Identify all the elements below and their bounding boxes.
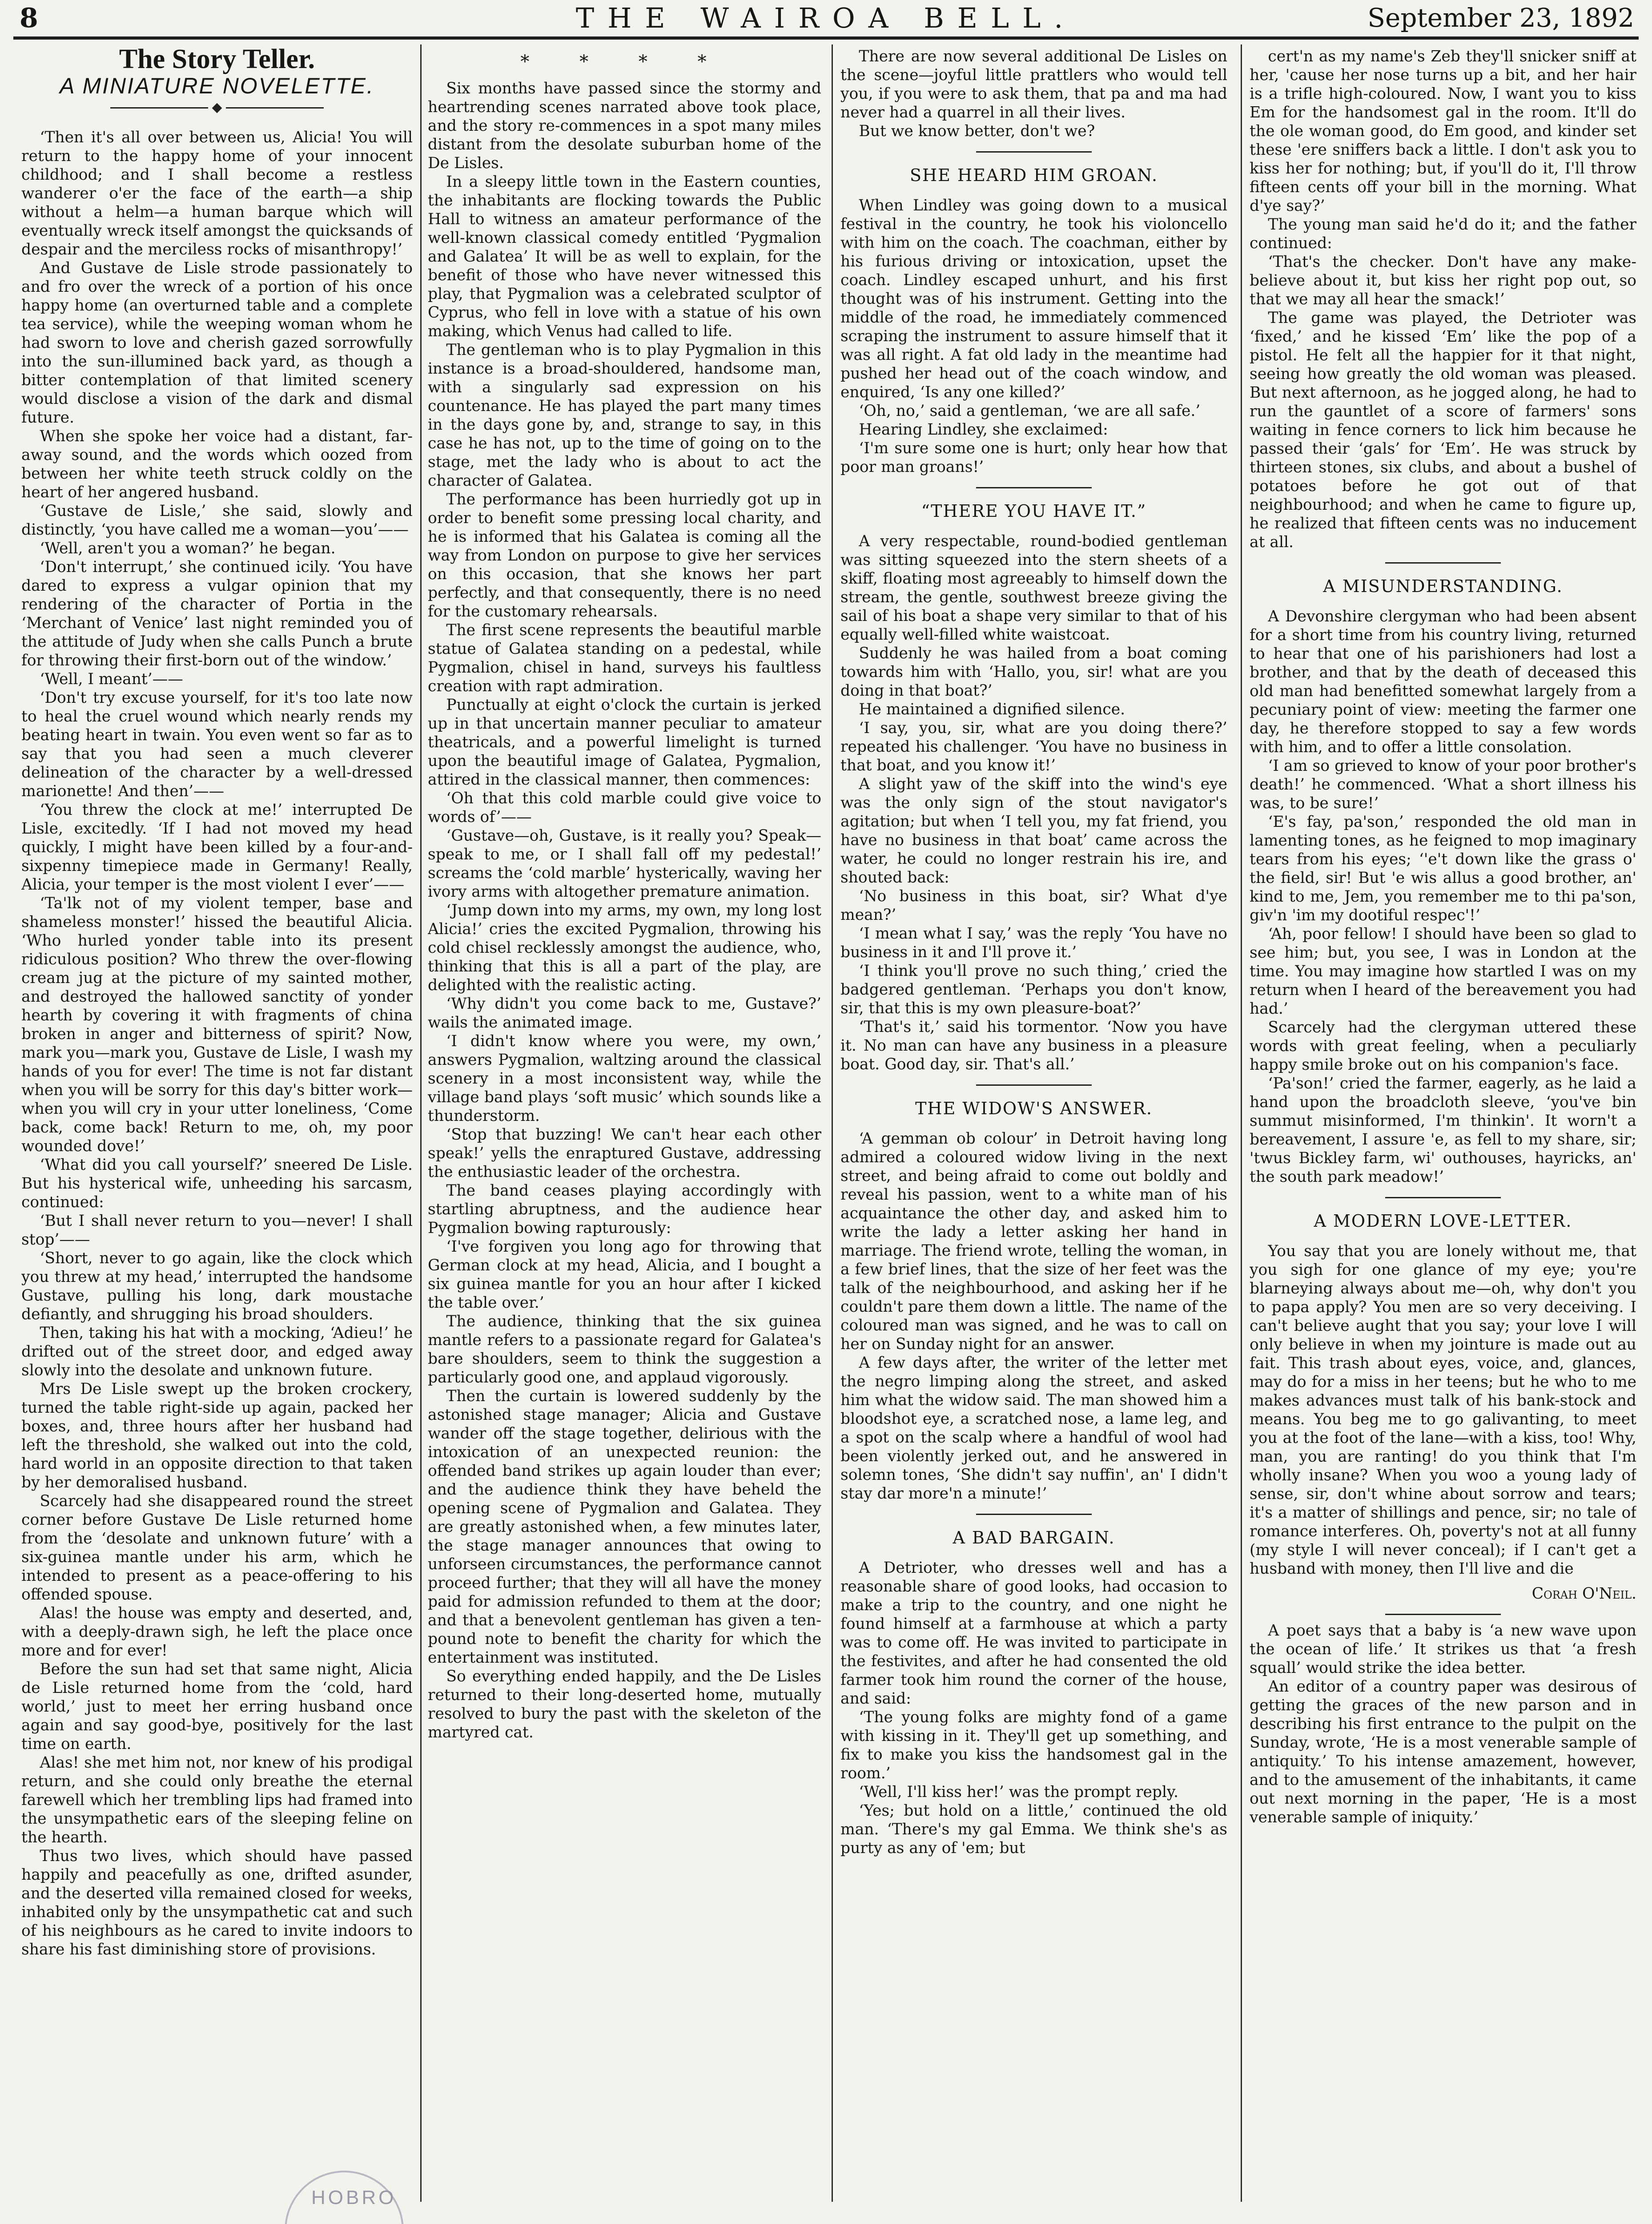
paragraph: ‘Jump down into my arms, my own, my long lost Alicia!’ cries the excited Pygmalion, throwing his cold chisel recklessly amongst the audience, who, thinking that this is all a part of the play, are delighted with the realistic acting.	[428, 902, 821, 994]
paragraph: Alas! she met him not, nor knew of his prodigal return, and she could only breathe the eternal farewell which her trembling lips had framed into the unsympathetic ears of the sleeping feline on the hearth.	[21, 1754, 413, 1846]
separator-rule	[976, 151, 1092, 153]
page-number: 8	[20, 3, 38, 34]
masthead	[0, 0, 1652, 36]
column-divider	[832, 44, 833, 2202]
separator-rule	[976, 1084, 1092, 1086]
paragraph: ‘Well, I'll kiss her!’ was the prompt reply.	[859, 1783, 1178, 1801]
paragraph: ‘Ah, poor fellow! I should have been so glad to see him; but, you see, I was in London at the time. You may imagine how startled I was on my return when I heard of the bereavement you had had.’	[1250, 925, 1636, 1018]
separator-rule	[976, 487, 1092, 488]
paragraph: You say that you are lonely without me, that you sigh for one glance of my eye; you're blarneying always about me—oh, why don't you to papa apply? You men are so very deceiving. I can't believe aught that you say; your love I will only believe in when my jointure is made out au fait. This trash about eyes, voice, and, glances, may do for a miss in her teens; but he who to me makes advances must talk of his bank-stock and means. You beg me to go galivanting, to meet you at the foot of the lane—with a kiss, too! Why, man, you are ranting! do you think that I'm wholly insane? When you woo a young lady of sense, sir, don't whine about sorrow and tears; it's a matter of shillings and pence, sir; no tale of romance interferes. Oh, poverty's not at all funny (my style I will never conceal); if I can't get a husband with money, then I'll live and die	[1250, 1242, 1636, 1578]
paragraph: ‘Then it's all over between us, Alicia! You will return to the happy home of your innocent childhood; and I shall become a restless wanderer o'er the face of the earth—a ship without a helm—a human barque which will eventually wreck itself amongst the quicksands of despair and the merciless rocks of misanthropy!’	[21, 129, 413, 258]
paragraph: The game was played, the Detrioter was ‘fixed,’ and he kissed ‘Em’ like the pop of a pistol. He felt all the happier for it that night, seeing how greatly the old woman was pleased. But next afternoon, as he jogged along, he had to run the gauntlet of a score of farmers' sons waiting in fence corners to lick him because he passed their ‘gals’ for ‘Em’. He was struck by thirteen stones, six clubs, and about a bushel of potatoes before he got out of that neighbourhood; and when he came to figure up, he realized that fifteen cents was no inducement at all.	[1250, 309, 1636, 551]
paragraph: cert'n as my name's Zeb they'll snicker sniff at her, 'cause her nose turns up a bit, and her hair is a trifle high-coloured. Now, I want you to kiss Em for the handsomest gal in the room. It'll do the ole woman good, do Em good, and kinder set these 'ere sniffers back a little. I don't ask you to kiss her for nothing; but, if you'll do it, I'll throw fifteen cents off your bill in the morning. What d'ye say?’	[1250, 48, 1636, 215]
paragraph: Hearing Lindley, she exclaimed:	[859, 421, 1108, 439]
separator-rule	[976, 1514, 1092, 1515]
paragraph: The band ceases playing accordingly with startling abruptness, and the audience hear Pygmalion bowing rapturously:	[428, 1182, 821, 1237]
paragraph: And Gustave de Lisle strode passionately to and fro over the wreck of a portion of his once happy home (an overturned table and a complete tea service), while the weeping woman whom he had sworn to love and cherish gazed sorrowfully into the sun-illumined back yard, as though a bitter contemplation of that limited scenery would disclose a vision of the dark and dismal future.	[21, 259, 413, 427]
article-body	[1250, 1621, 1636, 1827]
paragraph: Thus two lives, which should have passed happily and peacefully as one, drifted asunder, and the deserted villa remained closed for weeks, inhabited only by the unsympathetic cat and such of his neighbours as he cared to invite indoors to share his fast diminishing store of provisions.	[21, 1847, 413, 1958]
paragraph: ‘Well, I meant’——	[40, 670, 183, 688]
paragraph: Suddenly he was hailed from a boat coming towards him with ‘Hallo, you, sir! what are you doing in that boat?’	[840, 645, 1227, 700]
paragraph: A Detrioter, who dresses well and has a reasonable share of good looks, had occasion to make a trip to the country, and one night he found himself at a farmhouse at which a party was to come off. He was invited to participate in the festivites, and after he had consented the old farmer took him round the corner of the house, and said:	[840, 1559, 1227, 1708]
paragraph: Six months have passed since the stormy and heartrending scenes narrated above took place, and the story re-commences in a spot many miles distant from the desolate suburban home of the De Lisles.	[428, 80, 821, 172]
article-title: SHE HEARD HIM GROAN.	[909, 165, 1158, 185]
paragraph: ‘I didn't know where you were, my own,’ answers Pygmalion, waltzing around the classical scenery in a most inconsistent way, while the village band plays ‘soft music’ which sounds like a thunderstorm.	[428, 1032, 821, 1125]
paragraph: The first scene represents the beautiful marble statue of Galatea standing on a pedestal, while Pygmalion, chisel in hand, surveys his faultless creation with rapt admiration.	[428, 621, 821, 695]
paragraph: Then the curtain is lowered suddenly by the astonished stage manager; Alicia and Gustave wander off the stage together, delirious with the intoxication of an unexpected reunion: the offended band strikes up again louder than ever; and the audience think they have beheld the opening scene of Pygmalion and Galatea. They are greatly astonished when, a few minutes later, the stage manager announces that owing to unforseen circumstances, the performance cannot proceed further; that they will all have the money paid for admission refunded to them at the door; and that a benevolent gentleman has given a ten-pound note to benefit the charity for which the entertainment was instituted.	[428, 1387, 821, 1667]
article-body	[840, 532, 1227, 1074]
paragraph: ‘I am so grieved to know of your poor brother's death!’ he commenced. ‘What a short illness his was, to be sure!’	[1250, 757, 1636, 812]
paragraph: ‘Short, never to go again, like the clock which you threw at my head,’ interrupted the handsome Gustave, pulling his long, dark moustache defiantly, and shrugging his broad shoulders.	[21, 1249, 413, 1323]
article-body	[1250, 607, 1636, 1186]
paragraph: Punctually at eight o'clock the curtain is jerked up in that uncertain manner peculiar to amateur theatricals, and a powerful limelight is turned upon the beautiful image of Galatea, Pygmalion, attired in the classical manner, then commences:	[428, 696, 821, 789]
paragraph: Scarcely had the clergyman uttered these words with great feeling, when a peculiarly happy smile broke out on his companion's face.	[1250, 1019, 1636, 1074]
paragraph: Before the sun had set that same night, Alicia de Lisle returned home from the ‘cold, hard world,’ just to meet her erring husband once again and say good-bye, positively for the last time on earth.	[21, 1660, 413, 1753]
article-title: A MODERN LOVE-LETTER.	[1314, 1211, 1572, 1231]
column-2	[428, 47, 821, 2202]
paragraph: But we know better, don't we?	[859, 122, 1095, 140]
section-header: The Story Teller.	[119, 47, 315, 74]
paragraph: ‘But I shall never return to you—never! I shall stop’——	[21, 1212, 413, 1249]
separator-rule	[1385, 562, 1501, 564]
paragraph: A Devonshire clergyman who had been absent for a short time from his country living, returned to hear that one of his parishioners had lost a brother, and that by the death of deceased this old man had benefitted somewhat largely from a pecuniary point of view: meeting the farmer one day, he therefore stopped to say a few words with him, and to offer a little consolation.	[1250, 608, 1636, 756]
paragraph: ‘I mean what I say,’ was the reply ‘You have no business in it and I'll prove it.’	[840, 925, 1227, 961]
paragraph: ‘That's the checker. Don't have any make-believe about it, but kiss her right pop out, so that we may all hear the smack!’	[1250, 253, 1636, 308]
paragraph: An editor of a country paper was desirous of getting the graces of the new parson and in describing his first entrance to the pulpit on the Sunday, wrote, ‘He is a most venerable sample of antiquity.’ To his intense amazement, however, and to the amusement of the inhabitants, it came out next morning in the paper, ‘He is a most venerable sample of iniquity.’	[1250, 1678, 1636, 1826]
column-4	[1250, 47, 1636, 2202]
paragraph: ‘I'm sure some one is hurt; only hear how that poor man groans!’	[840, 439, 1227, 476]
column-divider	[420, 44, 422, 2202]
story-body-continued	[428, 79, 821, 1742]
article-body	[840, 1559, 1227, 1857]
paragraph: The gentleman who is to play Pygmalion in this instance is a broad-shouldered, handsome man, with a singularly sad expression on his countenance. He has played the part many times in the days gone by, and, strange to say, in this case he has not, up to the time of going on to the stage, met the lady who is about to act the character of Galatea.	[428, 341, 821, 490]
issue-date: September 23, 1892	[1367, 3, 1634, 33]
section-break-stars: * * * *	[520, 52, 729, 72]
paragraph: When Lindley was going down to a musical festival in the country, he took his violoncello with him on the coach. The coachman, either by his furious driving or intoxication, upset the coach. Lindley escaped unhurt, and his first thought was of his instrument. Getting into the middle of the road, he immediately commenced scraping the instrument to assure himself that it was all right. A fat old lady in the meantime had pushed her head out of the coach window, and enquired, ‘Is any one killed?’	[840, 197, 1227, 401]
paragraph: ‘Yes; but hold on a little,’ continued the old man. ‘There's my gal Emma. We think she's as purty as any of 'em; but	[840, 1802, 1227, 1857]
paragraph: ‘Gustave de Lisle,’ she said, slowly and distinctly, ‘you have called me a woman—you’——	[21, 502, 413, 539]
paragraph: ‘Oh that this cold marble could give voice to words of’——	[428, 790, 821, 826]
paragraph: The audience, thinking that the six guinea mantle refers to a passionate regard for Galatea's bare shoulders, seem to think the suggestion a particularly good one, and applaud vigorously.	[428, 1313, 821, 1386]
author-signature: Corah O'Neil.	[1531, 1585, 1636, 1603]
paragraph: ‘No business in this boat, sir? What d'ye mean?’	[840, 887, 1227, 924]
paragraph: ‘The young folks are mighty fond of a game with kissing in it. They'll get up something, and fix to make you kiss the handsomest gal in the room.’	[840, 1708, 1227, 1782]
paragraph: A slight yaw of the skiff into the wind's eye was the only sign of the stout navigator's agitation; but when ‘I tell you, my fat friend, you have no business in that boat’ came across the water, he could no longer restrain his ire, and shouted back:	[840, 775, 1227, 886]
article-body	[840, 196, 1227, 476]
paragraph: Mrs De Lisle swept up the broken crockery, turned the table right-side up again, packed her boxes, and, three hours after her husband had left the threshold, she walked out into the cold, hard world in an opposite direction to that taken by her demoralised husband.	[21, 1380, 413, 1491]
paragraph: ‘I say, you, sir, what are you doing there?’ repeated his challenger. ‘You have no business in that boat, and you know it!’	[840, 719, 1227, 774]
paragraph: ‘Well, aren't you a woman?’ he began.	[40, 540, 336, 557]
paragraph: So everything ended happily, and the De Lisles returned to their long-deserted home, mutually resolved to bury the past with the skeleton of the martyred cat.	[428, 1668, 821, 1741]
title-ornament	[21, 98, 413, 117]
paragraph: ‘E's fay, pa'son,’ responded the old man in lamenting tones, as he feigned to mop imaginary tears from his eyes; ‘'e't down like the grass o' the field, sir! But 'e wis allus a good brother, an' kind to me, Jem, you remember me to thi pa'son, giv'n 'im my dootiful respec'!’	[1250, 813, 1636, 924]
paragraph: A poet says that a baby is ‘a new wave upon the ocean of life.’ It strikes us that ‘a fresh squall’ would strike the idea better.	[1250, 1622, 1636, 1677]
column-divider	[1241, 44, 1242, 2202]
article-title: “THERE YOU HAVE IT.”	[921, 501, 1147, 521]
paragraph: ‘Why didn't you come back to me, Gustave?’ wails the animated image.	[428, 995, 821, 1031]
article-title: A BAD BARGAIN.	[953, 1528, 1115, 1547]
article-continuation	[1250, 47, 1636, 552]
story-continuation	[840, 47, 1227, 141]
paragraph: ‘Gustave—oh, Gustave, is it really you? Speak—speak to me, or I shall fall off my pedestal!’ screams the ‘cold marble’ hysterically, waving her ivory arms with altogether premature animation.	[428, 827, 821, 901]
paragraph: ‘I've forgiven you long ago for throwing that German clock at my head, Alicia, and I bought a six guinea mantle for you an hour after I kicked the table over.’	[428, 1238, 821, 1312]
paragraph: ‘Don't try excuse yourself, for it's too late now to heal the cruel wound which nearly rends my beating heart in twain. You even went so far as to say that you had seen a much cleverer delineation of the character by a well-dressed marionette! And then’——	[21, 689, 413, 800]
paragraph: ‘Ta'lk not of my violent temper, base and shameless monster!’ hissed the beautiful Alicia. ‘Who hurled yonder table into its present ridiculous position? Who threw the over-flowing cream jug at the picture of my sainted mother, and destroyed the hallowed sanctity of yonder hearth by covering it with fragments of china broken in anger and bitterness of spirit? Now, mark you—mark you, Gustave de Lisle, I wash my hands of you for ever! The time is not far distant when you will be sorry for this day's bitter work—when you will cry in your utter loneliness, ‘Come back, come back! Return to me, oh, my poor wounded dove!’	[21, 894, 413, 1155]
paragraph: In a sleepy little town in the Eastern counties, the inhabitants are flocking towards the Public Hall to witness an amateur performance of the well-known classical comedy entitled ‘Pygmalion and Galatea’ It will be as well to explain, for the benefit of those who have never witnessed this play, that Pygmalion was a celebrated sculptor of Cyprus, who fell in love with a statue of his own making, which Venus had called to life.	[428, 173, 821, 340]
separator-rule	[1385, 1197, 1501, 1198]
paragraph: A few days after, the writer of the letter met the negro limping along the street, and asked him what the widow said. The man showed him a bloodshot eye, a scratched nose, a lame leg, and a spot on the scalp where a handful of wool had been violently jerked out, and he answered in solemn tones, ‘She didn't say nuffin', an' I didn't stay dar more'n a minute!’	[840, 1354, 1227, 1503]
newspaper-title: THE WAIROA BELL.	[575, 2, 1077, 34]
paragraph: The young man said he'd do it; and the father continued:	[1250, 216, 1636, 252]
paragraph: ‘Oh, no,’ said a gentleman, ‘we are all safe.’	[859, 402, 1201, 420]
paragraph: Alas! the house was empty and deserted, and, with a deeply-drawn sigh, he left the place once more and for ever!	[21, 1604, 413, 1660]
paragraph: ‘Stop that buzzing! We can't hear each other speak!’ yells the enraptured Gustave, addressing the enthusiastic leader of the orchestra.	[428, 1126, 821, 1181]
paragraph: ‘What did you call yourself?’ sneered De Lisle. But his hysterical wife, unheeding his sarcasm, continued:	[21, 1156, 413, 1211]
paragraph: Then, taking his hat with a mocking, ‘Adieu!’ he drifted out of the street door, and edged away slowly into the desolate and unknown future.	[21, 1324, 413, 1379]
article-title: THE WIDOW'S ANSWER.	[915, 1099, 1153, 1118]
paragraph: When she spoke her voice had a distant, far-away sound, and the words which oozed from between her white teeth struck coldly on the heart of her angered husband.	[21, 427, 413, 501]
paragraph: ‘You threw the clock at me!’ interrupted De Lisle, excitedly. ‘If I had not moved my head quickly, I might have been killed by a four-and-sixpenny timepiece made in Germany! Really, Alicia, your temper is the most violent I ever’——	[21, 801, 413, 894]
column-1	[21, 47, 413, 2202]
paragraph: The performance has been hurriedly got up in order to benefit some pressing local charity, and he is informed that his Galatea is coming all the way from London on purpose to give her services on this occasion, that she knows her part perfectly, and that consequently, there is no need for the customary rehearsals.	[428, 491, 821, 620]
paragraph: There are now several additional De Lisles on the scene—joyful little prattlers who would tell you, if you were to ask them, that pa and ma had never had a quarrel in all their lives.	[840, 48, 1227, 121]
paragraph: He maintained a dignified silence.	[859, 701, 1125, 718]
library-stamp-text: HOBRO	[311, 2187, 397, 2208]
paragraph: A very respectable, round-bodied gentleman was sitting squeezed into the stern sheets of a skiff, floating most agreeably to himself down the stream, the gentle, southwest breeze giving the sail of his boat a shape very similar to that of his equally well-filled white waistcoat.	[840, 532, 1227, 644]
separator-rule	[1385, 1614, 1501, 1615]
article-body	[1250, 1242, 1636, 1578]
column-3	[840, 47, 1227, 2202]
masthead-rule	[13, 36, 1639, 40]
paragraph: ‘Don't interrupt,’ she continued icily. ‘You have dared to express a vulgar opinion that my rendering of the character of Portia in the ‘Merchant of Venice’ last night reminded you of the attitude of Judy when she calls Punch a brute for throwing their first-born out of the window.’	[21, 558, 413, 669]
paragraph: ‘I think you'll prove no such thing,’ cried the badgered gentleman. ‘Perhaps you don't know, sir, that this is my own pleasure-boat?’	[840, 962, 1227, 1017]
story-body	[21, 128, 413, 1959]
article-body	[840, 1129, 1227, 1503]
paragraph: ‘A gemman ob colour’ in Detroit having long admired a coloured widow living in the next street, and being afraid to come out boldly and reveal his passion, went to a white man of his acquaintance the other day, and asked him to write the lady a letter asking her hand in marriage. The friend wrote, telling the woman, in a few brief lines, that the size of her feet was the talk of the neighbourhood, and asking her if he couldn't pare them down a little. The name of the coloured man was signed, and he was to call on her on Sunday night for an answer.	[840, 1130, 1227, 1353]
paragraph: Scarcely had she disappeared round the street corner before Gustave De Lisle returned home from the ‘desolate and unknown future’ with a six-guinea mantle under his arm, which he intended to present as a peace-offering to his offended spouse.	[21, 1492, 413, 1604]
paragraph: ‘Pa'son!’ cried the farmer, eagerly, as he laid a hand upon the broadcloth sleeve, ‘you've bin summut misinformed, I'm thinkin'. It worn't a bereavement, I assure 'e, as fell to my share, sir; 'twus Bickley farm, wi' outhouses, hayricks, an' the south park meadow!’	[1250, 1075, 1636, 1186]
article-title: A MISUNDERSTANDING.	[1323, 576, 1563, 596]
paragraph: ‘That's it,’ said his tormentor. ‘Now you have it. No man can have any business in a pleasure boat. Good day, sir. That's all.’	[840, 1018, 1227, 1073]
story-title: A MINIATURE NOVELETTE.	[60, 73, 374, 98]
